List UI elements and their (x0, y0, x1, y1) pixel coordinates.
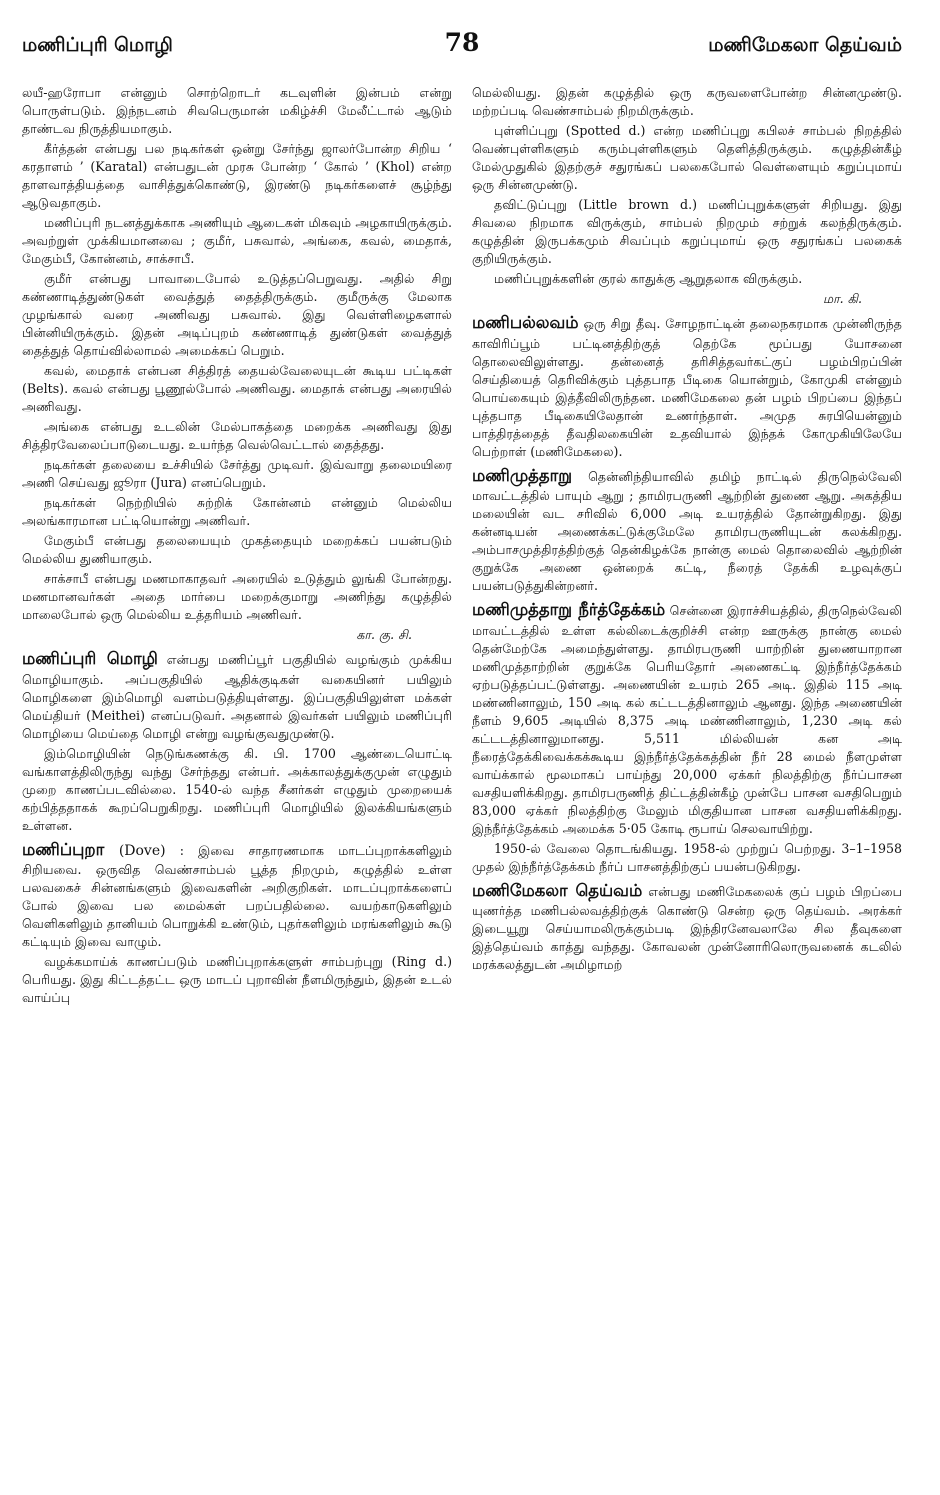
entry-headword: மணிமுத்தாறு (472, 465, 573, 485)
entry-headword: மணிப்புறா (22, 839, 105, 859)
entry-text: சென்னை இராச்சியத்தில், திருநெல்வேலி மாவட்டத்தில் உள்ள கல்லிடைக்குறிச்சி என்ற ஊருக்கு நான்கு மைல் தென்மேற்கே அமைந்துள்ளது. தாமிரபருணி யாற்றின் துணையாறான மணிமுத்தாற்றின் குறுக்கே பெரியதோர் அணைகட்டி இந்நீர்த்தேக்கம் ஏற்படுத்தப்பட்டுள்ளது. அணையின் உயரம் 265 அடி. இதில் 115 அடி மண்ணினாலும், 150 அடி கல் கட்டடத்தினாலும் ஆனது. இந்த அணையின் நீளம் 9,605 அடியில் 8,375 அடி மண்ணினாலும், 1,230 அடி கல் கட்டடத்தினாலுமானது. 5,511 மில்லியன் கன அடி நீரைத்தேக்கிவைக்கக்கூடிய இந்நீர்த்தேக்கத்தின் நீர் 28 மைல் நீளமுள்ள வாய்க்கால் மூலமாகப் பாய்ந்து 20,000 ஏக்கர் நிலத்திற்கு நீர்ப்பாசன வசதியளிக்கிறது. தாமிரபருணித் திட்டத்தின்கீழ் முன்பே பாசன வசதிபெறும் 83,000 ஏக்கர் நிலத்திற்கு மேலும் மிகுதியான பாசன வசதியளிக்கிறது. இந்நீர்த்தேக்கம் அமைக்க 5·05 கோடி ரூபாய் செலவாயிற்று. (472, 603, 902, 836)
paragraph: குமீர் என்பது பாவாடைபோல் உடுத்தப்பெறுவது. அதில் சிறு கண்ணாடித்துண்டுகள் வைத்துத் தைத்திருக்கும். குமீருக்கு மேலாக முழங்கால் வரை அணிவது பசுவால். இது வெள்ளிழைகளால் பின்னியிருக்கும். இதன் அடிப்புறம் கண்ணாடித் துண்டுகள் வைத்துத் தைத்துத் தொய்வில்லாமல் அமைக்கப் பெறும். (22, 271, 452, 358)
entry-manimuthar-reservoir (472, 598, 902, 838)
entry-manippura (22, 838, 452, 952)
paragraph: இம்மொழியின் நெடுங்கணக்கு கி. பி. 1700 ஆண்டையொட்டி வங்காளத்திலிருந்து வந்து சேர்ந்தது என்பர். அக்காலத்துக்குமுன் எழுதும் முறை காணப்படவில்லை. 1540-ல் வந்த சீனர்கள் எழுதும் முறையைக் கற்பித்ததாகக் கூறப்பெறுகிறது. மணிப்புரி மொழியில் இலக்கியங்களும் உள்ளன. (22, 745, 452, 833)
entry-headword: மணிமேகலா தெய்வம் (472, 880, 643, 900)
page-header (22, 28, 902, 72)
entry-manipuri-mozhi (22, 647, 452, 743)
text-columns (22, 84, 902, 1009)
entry-text: என்பது மணிப்பூர் பகுதியில் வழங்கும் முக்கிய மொழியாகும். அப்பகுதியில் ஆதிக்குடிகள் வகையினர் பயிலும் மொழிகளை இம்மொழி வளம்படுத்தியுள்ளது. இப்பகுதியிலுள்ள மக்கள் மெய்தியர் (Meithei) எனப்படுவர். அதனால் இவர்கள் பயிலும் மணிப்புரி மொழியை மெய்தை மொழி என்று வழங்குவதுமுண்டு. (22, 652, 452, 741)
paragraph: 1950-ல் வேலை தொடங்கியது. 1958-ல் முற்றுப் பெற்றது. 3–1–1958 முதல் இந்நீர்த்தேக்கம் நீர்ப் பாசனத்திற்குப் பயன்படுகிறது. (472, 840, 902, 874)
paragraph: தவிட்டுப்புறு (Little brown d.) மணிப்புறுக்களுள் சிறியது. இது சிவலை நிறமாக விருக்கும், சாம்பல் நிறமும் சற்றுக் கலந்திருக்கும். கழுத்தின் இருபக்கமும் சிவப்பும் கறுப்புமாய் ஒரு சதுரங்கப் பலகைக் குறியிருக்கும். (472, 197, 902, 266)
running-head-left: மணிப்புரி மொழி (22, 34, 173, 56)
paragraph: கவல், மைதாக் என்பன சித்திரத் தையல்வேலையுடன் கூடிய பட்டிகள் (Belts). கவல் என்பது பூணூல்போல் அணிவது. மைதாக் என்பது அரையில் அணிவது. (22, 363, 452, 414)
author-initials: கா. கு. சி. (356, 627, 412, 642)
paragraph: வழக்கமாய்க் காணப்படும் மணிப்புறாக்களுள் சாம்பற்புறு (Ring d.) பெரியது. இது கிட்டத்தட்ட ஒரு மாடப் புறாவின் நீளமிருந்தும், இதன் உடல் வாய்ப்பு (22, 954, 452, 1006)
entry-text: தென்னிந்தியாவில் தமிழ் நாட்டில் திருநெல்வேலி மாவட்டத்தில் பாயும் ஆறு ; தாமிரபருணி ஆற்றின் துணை ஆறு. அகத்திய மலையின் வட சரிவில் 6,000 அடி உயரத்தில் தோன்றுகிறது. இது கன்னடியன் அணைக்கட்டுக்குமேலே தாமிரபருணியுடன் கலக்கிறது. அம்பாசமுத்திரத்திற்குத் தென்கிழக்கே நான்கு மைல் தொலைவில் ஆற்றின் குறுக்கே அணை ஒன்றைக் கட்டி, நீரைத் தேக்கி உழவுக்குப் பயன்படுத்துகின்றனர். (472, 468, 902, 594)
entry-english-term: (Dove) (104, 842, 166, 859)
paragraph: அங்கை என்பது உடலின் மேல்பாகத்தை மறைக்க அணிவது இது சித்திரவேலைப்பாடுடையது. உயர்ந்த வெல்வெட்டால் தைத்தது. (22, 419, 452, 452)
paragraph: மெல்லியது. இதன் கழுத்தில் ஒரு கருவளைபோன்ற சின்னமுண்டு. மற்றப்படி வெண்சாம்பல் நிறமிருக்கும். (472, 85, 902, 118)
right-column (472, 84, 902, 1009)
entry-text: ஒரு சிறு தீவு. சோழநாட்டின் தலைநகரமாக முன்னிருந்த காவிரிப்பூம் பட்டினத்திற்குத் தெற்கே மூப்பது யோசனை தொலைவிலுள்ளது. தன்னைத் தரிசித்தவர்கட்குப் பழம்பிறப்பின் செய்தியைத் தெரிவிக்கும் புத்தபாத பீடிகை யொன்றும், கோமுகி என்னும் பொய்கையும் இத்தீவிலிருந்தன. மணிமேகலை தன் பழம் பிறப்பை இந்தப் புத்தபாத பீடிகையிலேதான் உணர்ந்தாள். அமுத சுரபியென்னும் பாத்திரத்தைத் தீவதிலகையின் உதவியால் இந்தக் கோமுகியிலேயே பெற்றாள் (மணிமேகலை). (472, 316, 902, 459)
entry-headword: மணிப்புரி மொழி (22, 649, 158, 668)
entry-headword: மணிபல்லவம் (472, 313, 579, 332)
paragraph: கீர்த்தன் என்பது பல நடிகர்கள் ஒன்று சேர்ந்து ஜாலர்போன்ற சிறிய ‘ கரதாளம் ’ (Karatal) என்பதுடன் முரசு போன்ற ‘ கோல் ’ (Khol) என்ற தாளவாத்தியத்தை வாசித்துக்கொண்டு, இரண்டு நடிகர்களைச் சூழ்ந்து ஆடுவதாகும். (22, 141, 452, 210)
entry-manimuthar (472, 464, 902, 596)
left-column (22, 84, 452, 1009)
paragraph: சாக்சாபீ என்பது மணமாகாதவர் அரையில் உடுத்தும் லுங்கி போன்றது. மணமானவர்கள் அதை மார்பை மறைக்குமாறு அணிந்து கழுத்தில் மாலைபோல் ஒரு மெல்லிய உத்தரியம் அணிவர். (22, 571, 452, 622)
page-number: 78 (444, 28, 480, 57)
paragraph: நடிகர்கள் தலையை உச்சியில் சேர்த்து முடிவர். இவ்வாறு தலைமயிரை அணி செய்வது ஜூரா (Jura) எனப்பெறும். (22, 457, 452, 490)
paragraph: நடிகர்கள் நெற்றியில் சுற்றிக் கோன்னம் என்னும் மெல்லிய அலங்காரமான பட்டியொன்று அணிவர். (22, 495, 452, 528)
entry-manimekala-deivam (472, 879, 902, 975)
entry-text: என்பது மணிமேகலைக் குப் பழம் பிறப்பை யுணர்த்த மணிபல்லவத்திற்குக் கொண்டு சென்ற ஒரு தெய்வம். அரக்கர் இடையூறு செய்யாமலிருக்கும்படி இந்திரனேவலாலே சில தீவுகளை இத்தெய்வம் காத்து வந்தது. கோவலன் முன்னோரிலொருவனைக் கடலில் மரக்கலத்துடன் அமிழாமற் (472, 883, 903, 973)
entry-manipallavam (472, 311, 902, 461)
paragraph: மணிப்புறுக்களின் குரல் காதுக்கு ஆறுதலாக விருக்கும். (494, 271, 803, 286)
paragraph: மணிப்புரி நடனத்துக்காக அணியும் ஆடைகள் மிகவும் அழகாயிருக்கும். அவற்றுள் முக்கியமானவை ; குமீர், பசுவால், அங்கை, கவல், மைதாக், மேகும்பீ, கோன்னம், சாக்சாபீ. (22, 215, 452, 266)
paragraph: மேகும்பீ என்பது தலையையும் முகத்தையும் மறைக்கப் பயன்படும் மெல்லிய துணியாகும். (22, 533, 452, 566)
paragraph: லயீ-ஹரோபா என்னும் சொற்றொடர் கடவுளின் இன்பம் என்று பொருள்படும். இந்நடனம் சிவபெருமான் மகிழ்ச்சி மேலீட்டால் ஆடும் தாண்டவ நிருத்தியமாகும். (22, 85, 452, 136)
running-head-right: மணிமேகலா தெய்வம் (708, 34, 902, 56)
paragraph: புள்ளிப்புறு (Spotted d.) என்ற மணிப்புறு கபிலச் சாம்பல் நிறத்தில் வெண்புள்ளிகளும் கரும்புள்ளிகளும் தெளித்திருக்கும். கழுத்தின்கீழ் மேல்முதுகில் இதற்குச் சதுரங்கப் பலகைபோல் வெள்ளையும் கறுப்புமாய் ஒரு சின்னமுண்டு. (472, 123, 902, 192)
entry-text: : இவை சாதாரணமாக மாடப்புறாக்களிலும் சிறியவை. ஒருவித வெண்சாம்பல் பூத்த நிறமும், கழுத்தில் உள்ள பலவகைச் சின்னங்களும் இவைகளின் அறிகுறிகள். மாடப்புறாக்களைப் போல் இவை பல மைல்கள் பறப்பதில்லை. வயற்காடுகளிலும் வெளிகளிலும் தானியம் பொறுக்கி உண்டும், புதர்களிலும் மரங்களிலும் கூடு கட்டியும் இவை வாழும். (22, 842, 452, 950)
author-initials: மா. கி. (822, 291, 862, 306)
entry-headword: மணிமுத்தாறு நீர்த்தேக்கம் (472, 600, 666, 620)
